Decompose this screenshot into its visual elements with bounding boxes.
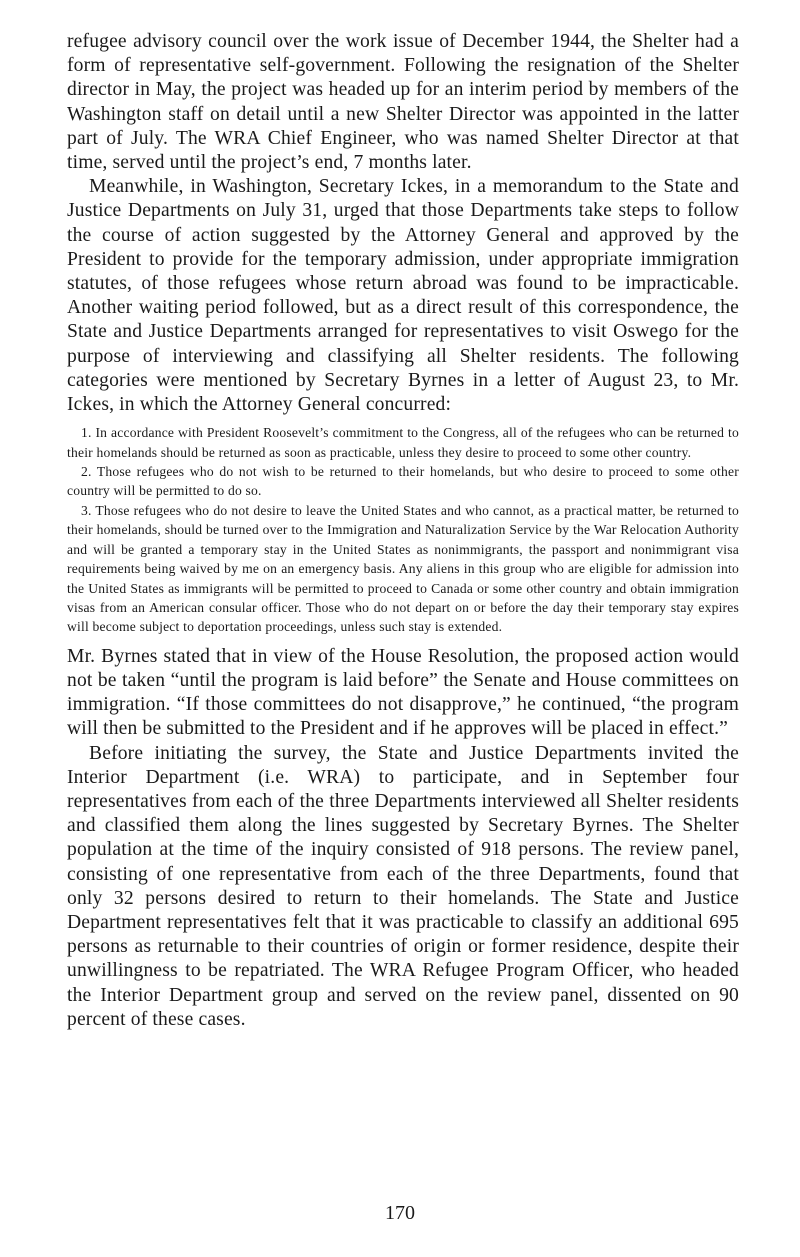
paragraph-byrnes-statement: Mr. Byrnes stated that in view of the House Resolution, the proposed action would not be taken “until the program is laid before” the Senate and House committees on immigration. “If those committees do not disapprove,” he continued, “the program will then be submitted to the President and if he approves will be placed in effect.” xyxy=(67,645,739,740)
quoted-category-2: 2. Those refugees who do not wish to be returned to their homelands, but who desire to proceed to some other country will be permitted to do so. xyxy=(67,464,739,499)
paragraph-survey-results: Before initiating the survey, the State and Justice Departments invited the Interior Department (i.e. WRA) to participate, and in September four representatives from each of the three Departments interviewed all Shelter residents and classified them along the lines suggested by Secretary Byrnes. The Shelter population at the time of the inquiry consisted of 918 persons. The review panel, consisting of one representative from each of the three Departments, found that only 32 persons desired to return to their homelands. The State and Justice Department representatives felt that it was practicable to classify an additional 695 persons as returnable to their countries of origin or former residence, despite their unwillingness to be repatriated. The WRA Refugee Program Officer, who headed the Interior Department group and served on the review panel, dissented on 90 percent of these cases. xyxy=(67,742,739,1030)
paragraph-shelter-governance: refugee advisory council over the work issue of December 1944, the Shelter had a form of representative self-government. Following the resignation of the Shelter director in May, the project was headed up for an interim period by members of the Washington staff on detail until a new Shelter Director was appointed in the latter part of July. The WRA Chief Engineer, who was named Shelter Director at that time, served until the project’s end, 7 months later. xyxy=(67,31,739,174)
page-number: 170 xyxy=(385,1202,415,1224)
quoted-categories-list xyxy=(67,423,739,636)
document-page xyxy=(67,30,739,1032)
quoted-category-1: 1. In accordance with President Roosevelt’s commitment to the Congress, all of the refugees who can be returned to their homelands should be returned as soon as practicable, unless they desire to proceed to some other country. xyxy=(67,425,739,460)
paragraph-ickes-memorandum: Meanwhile, in Washington, Secretary Ickes, in a memorandum to the State and Justice Departments on July 31, urged that those Departments take steps to follow the course of action suggested by the Attorney General and approved by the President to provide for the temporary admission, under appropriate immigration statutes, of those refugees whose return abroad was found to be impracticable. Another waiting period followed, but as a direct result of this correspondence, the State and Justice Departments arranged for representatives to visit Oswego for the purpose of interviewing and classifying all Shelter residents. The following categories were mentioned by Secretary Byrnes in a letter of August 23, to Mr. Ickes, in which the Attorney General concurred: xyxy=(67,176,739,416)
quoted-category-3: 3. Those refugees who do not desire to leave the United States and who cannot, as a practical matter, be returned to their homelands, should be turned over to the Immigration and Naturalization Service by the War Relocation Authority and will be granted a temporary stay in the United States as nonimmigrants, the passport and nonimmigrant visa requirements being waived by me on an emergency basis. Any aliens in this group who are eligible for admission into the United States as immigrants will be permitted to proceed to Canada or some other country and obtain immigration visas from an American consular officer. Those who do not depart on or before the day their temporary stay expires will become subject to deportation proceedings, unless such stay is extended. xyxy=(67,502,739,635)
